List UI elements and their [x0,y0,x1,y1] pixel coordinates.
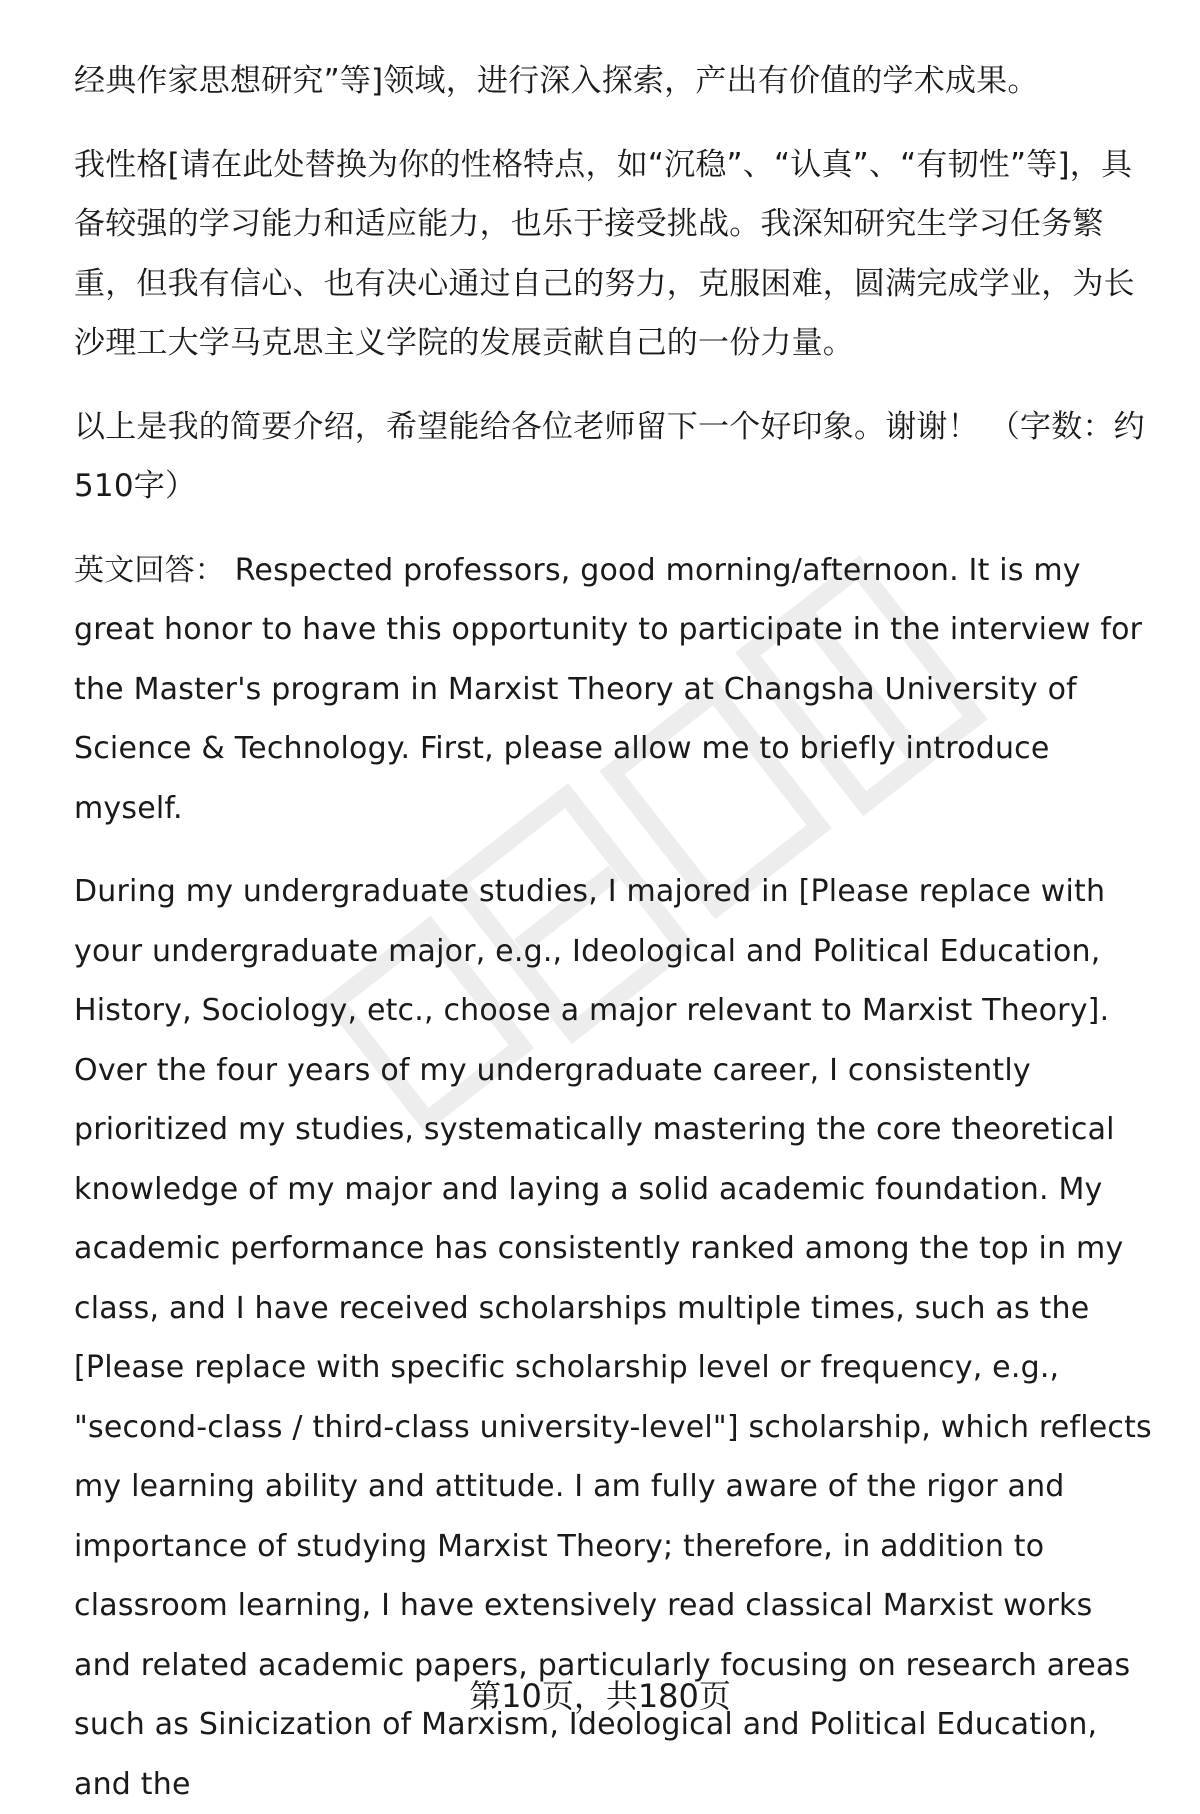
page-number-footer: 第10页，共180页 [469,1677,731,1715]
paragraph-cn-2: 我性格[请在此处替换为你的性格特点，如“沉稳”、“认真”、“有韧性”等]，具备较强的学习能力和适应能力，也乐于接受挑战。我深知研究生学习任务繁重，但我有信心、也有决心通过自己的努力，克服困难，圆满完成学业，为长沙理工大学马克思主义学院的发展贡献自己的一份力量。 [74,146,1135,361]
paragraph-cn-1: 经典作家思想研究”等]领域，进行深入探索，产出有价值的学术成果。 [74,63,1039,99]
paragraph-en-2: During my undergraduate studies, I majored in [Please replace with your undergraduate major, e.g., Ideological and Political Education, History, Sociology, etc., choose a major relevant to Marxist Theory]. Over the four years of my undergraduate career, I consistently prioritized my studies, systematically mastering the core theoretical knowledge of my major and laying a solid academic foundation. My academic performance has consistently ranked among the top in my class, and I have received scholarships multiple times, such as the [Please replace with specific scholarship level or frequency, e.g., "second-class / third-class university-level"] scholarship, which reflects my learning ability and attitude. I am fully aware of the rigor and importance of studying Marxist Theory; therefore, in addition to classroom learning, I have extensively read classical Marxist works and related academic papers, particularly focusing on research areas such as Sinicization of Marxism, Ideological and Political Education, and the [74,874,1152,1802]
paragraph-en-1: 英文回答： Respected professors, good morning/afternoon. It is my great honor to have this opportunity to participate in the interview for the Master's program in Marxist Theory at Changsha University of Science & Technology. First, please allow me to briefly introduce myself. [74,552,1143,826]
paragraph-cn-3: 以上是我的简要介绍，希望能给各位老师留下一个好印象。谢谢！ （字数：约510字） [74,408,1145,504]
